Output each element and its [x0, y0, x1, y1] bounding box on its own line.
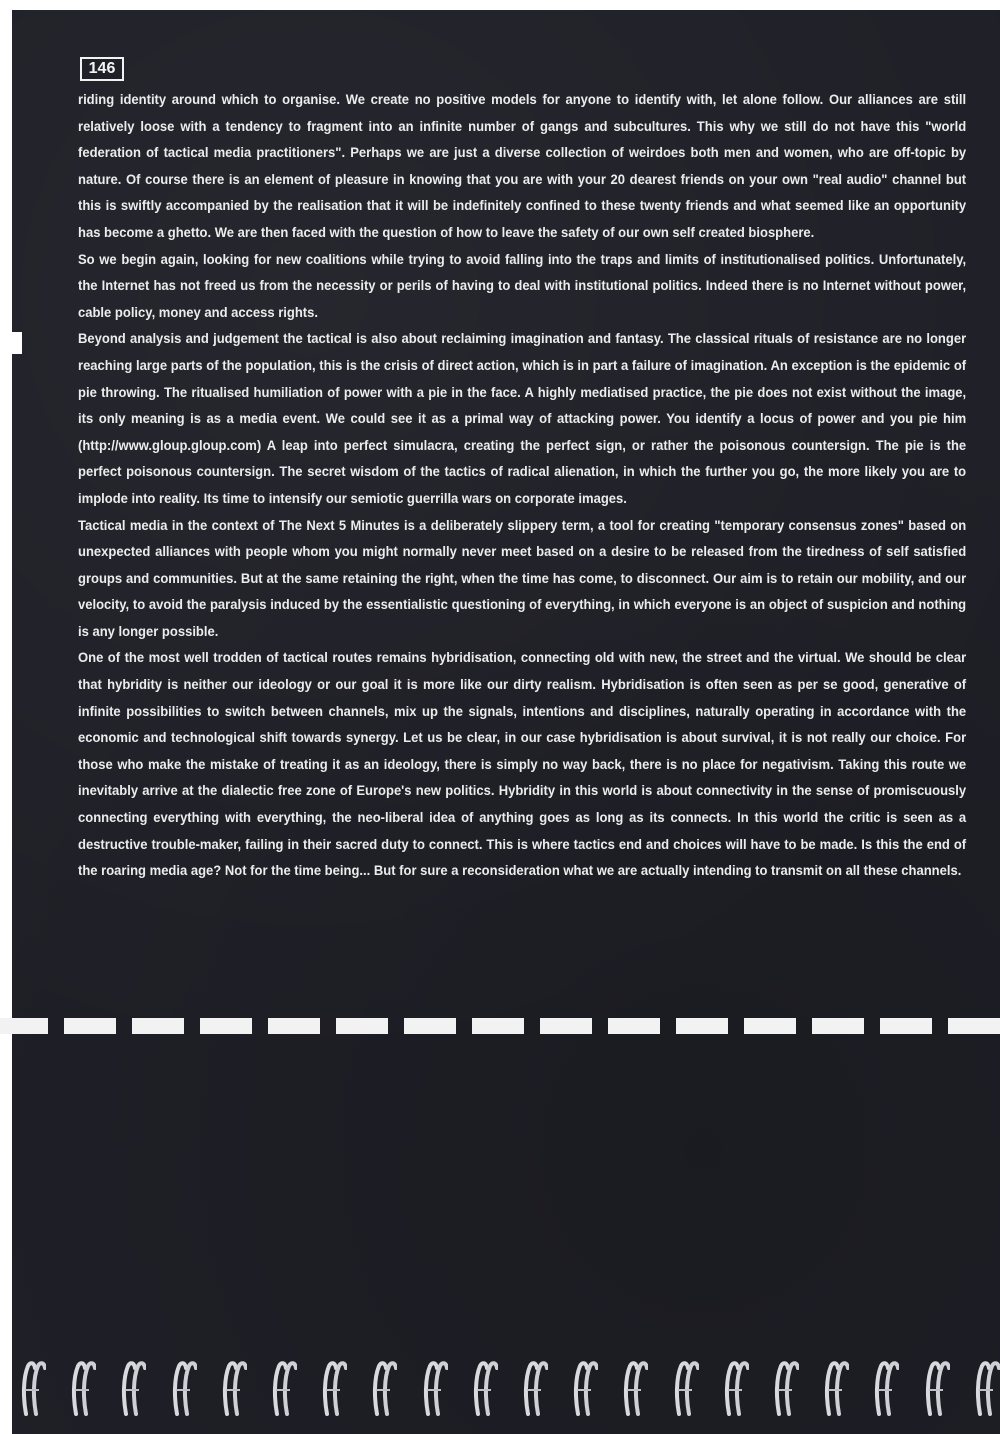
paragraph-4: Tactical media in the context of The Next 5 Minutes is a deliberately slippery term, a tool for creating "temporary consensus zones" based on unexpected alliances with people whom you might normally never meet based on a desire to be released from the tiredness of self satisfied groups and communities. But at the same retaining the right, when the time has come, to disconnect. Our aim is to retain our mobility, and our velocity, to avoid the paralysis induced by the essentialistic questioning of everything, in which everyone is an object of suspicion and nothing is any longer possible.	[78, 516, 967, 639]
dash-segment	[200, 1018, 252, 1034]
paragraph-1: riding identity around which to organise. We create no positive models for anyone to identify with, let alone follow. Our alliances are still relatively loose with a tendency to fragment into an infinite number of gangs and subcultures. This why we still do not have this "world federation of tactical media practitioners". Perhaps we are just a diverse collection of weirdoes both men and women, who are off-topic by nature. Of course there is an element of pleasure in knowing that you are with your 20 dearest friends on your own "real audio" channel but this is swiftly accompanied by the realisation that it will be indefinitely confined to these twenty friends and what seemed like an opportunity has become a ghetto. We are then faced with the question of how to leave the safety of our own self created biosphere.	[78, 91, 967, 240]
dash-segment	[268, 1018, 320, 1034]
page-sheet	[12, 10, 1000, 1434]
dash-segment	[472, 1018, 524, 1034]
spiral-binding	[0, 1360, 1000, 1434]
binding-ring	[522, 1360, 548, 1416]
binding-ring	[20, 1360, 46, 1416]
binding-ring	[773, 1360, 799, 1416]
paragraph-2: So we begin again, looking for new coalitions while trying to avoid falling into the traps and limits of institutionalised politics. Unfortunately, the Internet has not freed us from the necessity or perils of having to deal with institutional politics. Indeed there is no Internet without power, cable policy, money and access rights.	[78, 250, 967, 320]
dash-segment	[608, 1018, 660, 1034]
binding-ring	[221, 1360, 247, 1416]
binding-ring	[70, 1360, 96, 1416]
dash-segment	[404, 1018, 456, 1034]
dash-segment	[880, 1018, 932, 1034]
binding-ring	[873, 1360, 899, 1416]
binding-ring	[371, 1360, 397, 1416]
edge-mark	[12, 332, 22, 354]
dash-segment	[64, 1018, 116, 1034]
binding-ring	[321, 1360, 347, 1416]
binding-ring	[673, 1360, 699, 1416]
binding-ring	[572, 1360, 598, 1416]
binding-ring	[472, 1360, 498, 1416]
binding-ring	[622, 1360, 648, 1416]
paragraph-5: One of the most well trodden of tactical routes remains hybridisation, connecting old with new, the street and the virtual. We should be clear that hybridity is neither our ideology or our goal it is more like our dirty realism. Hybridisation is often seen as per se good, generative of infinite possibilities to switch between channels, mix up the signals, intentions and disciplines, naturally operating in accordance with the economic and technological shift towards synergy. Let us be clear, in our case hybridisation is about survival, it is not really our choice. For those who make the mistake of treating it as an ideology, there is simply no way back, there is no place for negativism. Taking this route we inevitably arrive at the dialectic free zone of Europe's new politics. Hybridity in this world is about connectivity in the sense of promiscuously connecting everything with everything, the neo-liberal idea of anything goes as long as its connects. In this world the critic is seen as a destructive trouble-maker, failing in their sacred duty to connect. This is where tactics end and choices will have to be made. Is this the end of the roaring media age? Not for the time being... But for sure a reconsideration what we are actually intending to transmit on all these channels.	[78, 649, 967, 879]
dash-segment	[812, 1018, 864, 1034]
dash-segment	[676, 1018, 728, 1034]
binding-ring	[422, 1360, 448, 1416]
dash-segment	[336, 1018, 388, 1034]
binding-ring	[723, 1360, 749, 1416]
dash-segment	[948, 1018, 1000, 1034]
page-number: 146	[80, 57, 124, 81]
binding-ring	[974, 1360, 1000, 1416]
binding-ring	[924, 1360, 950, 1416]
dash-segment	[540, 1018, 592, 1034]
paragraph-3: Beyond analysis and judgement the tactical is also about reclaiming imagination and fantasy. The classical rituals of resistance are no longer reaching large parts of the population, this is the crisis of direct action, which is in part a failure of imagination. An exception is the epidemic of pie throwing. The ritualised humiliation of power with a pie in the face. A highly mediatised practice, the pie does not exist without the image, its only meaning is as a media event. We could see it as a primal way of attacking power. You identify a locus of power and you pie him (http://www.gloup.gloup.com) A leap into perfect simulacra, creating the perfect sign, or rather the poisonous countersign. The pie is the perfect poisonous countersign. The secret wisdom of the tactics of radical alienation, in which the further you go, the more likely you are to implode into reality. Its time to intensify our semiotic guerrilla wars on corporate images.	[78, 330, 967, 506]
dashed-divider	[0, 1018, 1000, 1048]
dash-segment	[0, 1018, 48, 1034]
dash-segment	[744, 1018, 796, 1034]
dash-segment	[132, 1018, 184, 1034]
binding-ring	[823, 1360, 849, 1416]
binding-ring	[120, 1360, 146, 1416]
binding-ring	[171, 1360, 197, 1416]
binding-ring	[271, 1360, 297, 1416]
article-body	[78, 86, 966, 884]
